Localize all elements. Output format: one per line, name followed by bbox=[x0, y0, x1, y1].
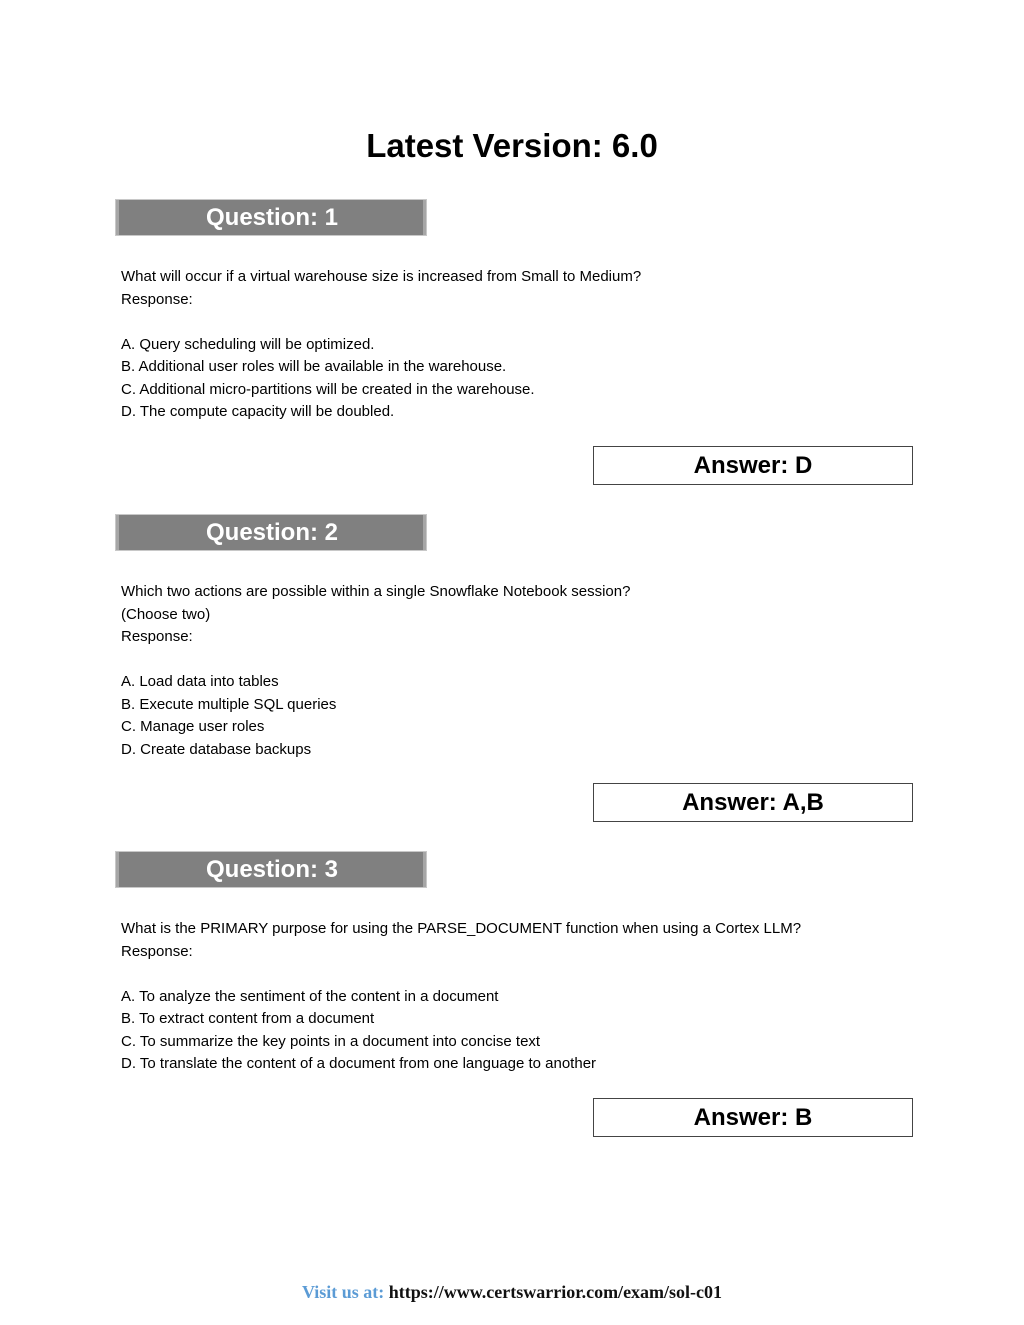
question-3-option-a: A. To analyze the sentiment of the content in a document bbox=[121, 988, 499, 1005]
question-2-response-label: Response: bbox=[121, 628, 193, 645]
question-1-answer: Answer: D bbox=[593, 446, 913, 485]
question-2-header bbox=[115, 514, 427, 551]
question-3-answer: Answer: B bbox=[593, 1098, 913, 1137]
question-3-label: Question: 3 bbox=[205, 856, 338, 883]
footer bbox=[0, 1282, 1024, 1303]
question-1-option-d: D. The compute capacity will be doubled. bbox=[121, 403, 395, 420]
question-1-prompt: What will occur if a virtual warehouse size is increased from Small to Medium? bbox=[121, 268, 642, 285]
question-2-option-b: B. Execute multiple SQL queries bbox=[121, 696, 337, 713]
question-2-answer: Answer: A,B bbox=[593, 783, 913, 822]
question-3-option-b: B. To extract content from a document bbox=[121, 1010, 375, 1027]
page-title: Latest Version: 6.0 bbox=[366, 127, 658, 164]
question-2-option-c: C. Manage user roles bbox=[121, 718, 265, 735]
footer-url-link[interactable]: https://www.certswarrior.com/exam/sol-c01 bbox=[388, 1282, 723, 1302]
question-1-response-label: Response: bbox=[121, 291, 193, 308]
question-3-option-c: C. To summarize the key points in a document into concise text bbox=[121, 1033, 541, 1050]
question-2-prompt: Which two actions are possible within a single Snowflake Notebook session? bbox=[121, 583, 631, 600]
question-1-option-a: A. Query scheduling will be optimized. bbox=[121, 336, 375, 353]
question-2-option-d: D. Create database backups bbox=[121, 741, 312, 758]
question-1-option-b: B. Additional user roles will be available in the warehouse. bbox=[121, 358, 507, 375]
question-3-option-d: D. To translate the content of a document from one language to another bbox=[121, 1055, 597, 1072]
question-3-prompt: What is the PRIMARY purpose for using the PARSE_DOCUMENT function when using a Cortex LLM? bbox=[121, 920, 802, 937]
question-3-header bbox=[115, 851, 427, 888]
question-2-choose-note: (Choose two) bbox=[121, 606, 211, 623]
footer-visit-label: Visit us at: bbox=[301, 1282, 385, 1302]
question-2-option-a: A. Load data into tables bbox=[121, 673, 279, 690]
question-3-response-label: Response: bbox=[121, 943, 193, 960]
question-2-label: Question: 2 bbox=[205, 519, 338, 546]
question-1-label: Question: 1 bbox=[205, 204, 338, 231]
question-1-header bbox=[115, 199, 427, 236]
question-1-option-c: C. Additional micro-partitions will be created in the warehouse. bbox=[121, 381, 535, 398]
